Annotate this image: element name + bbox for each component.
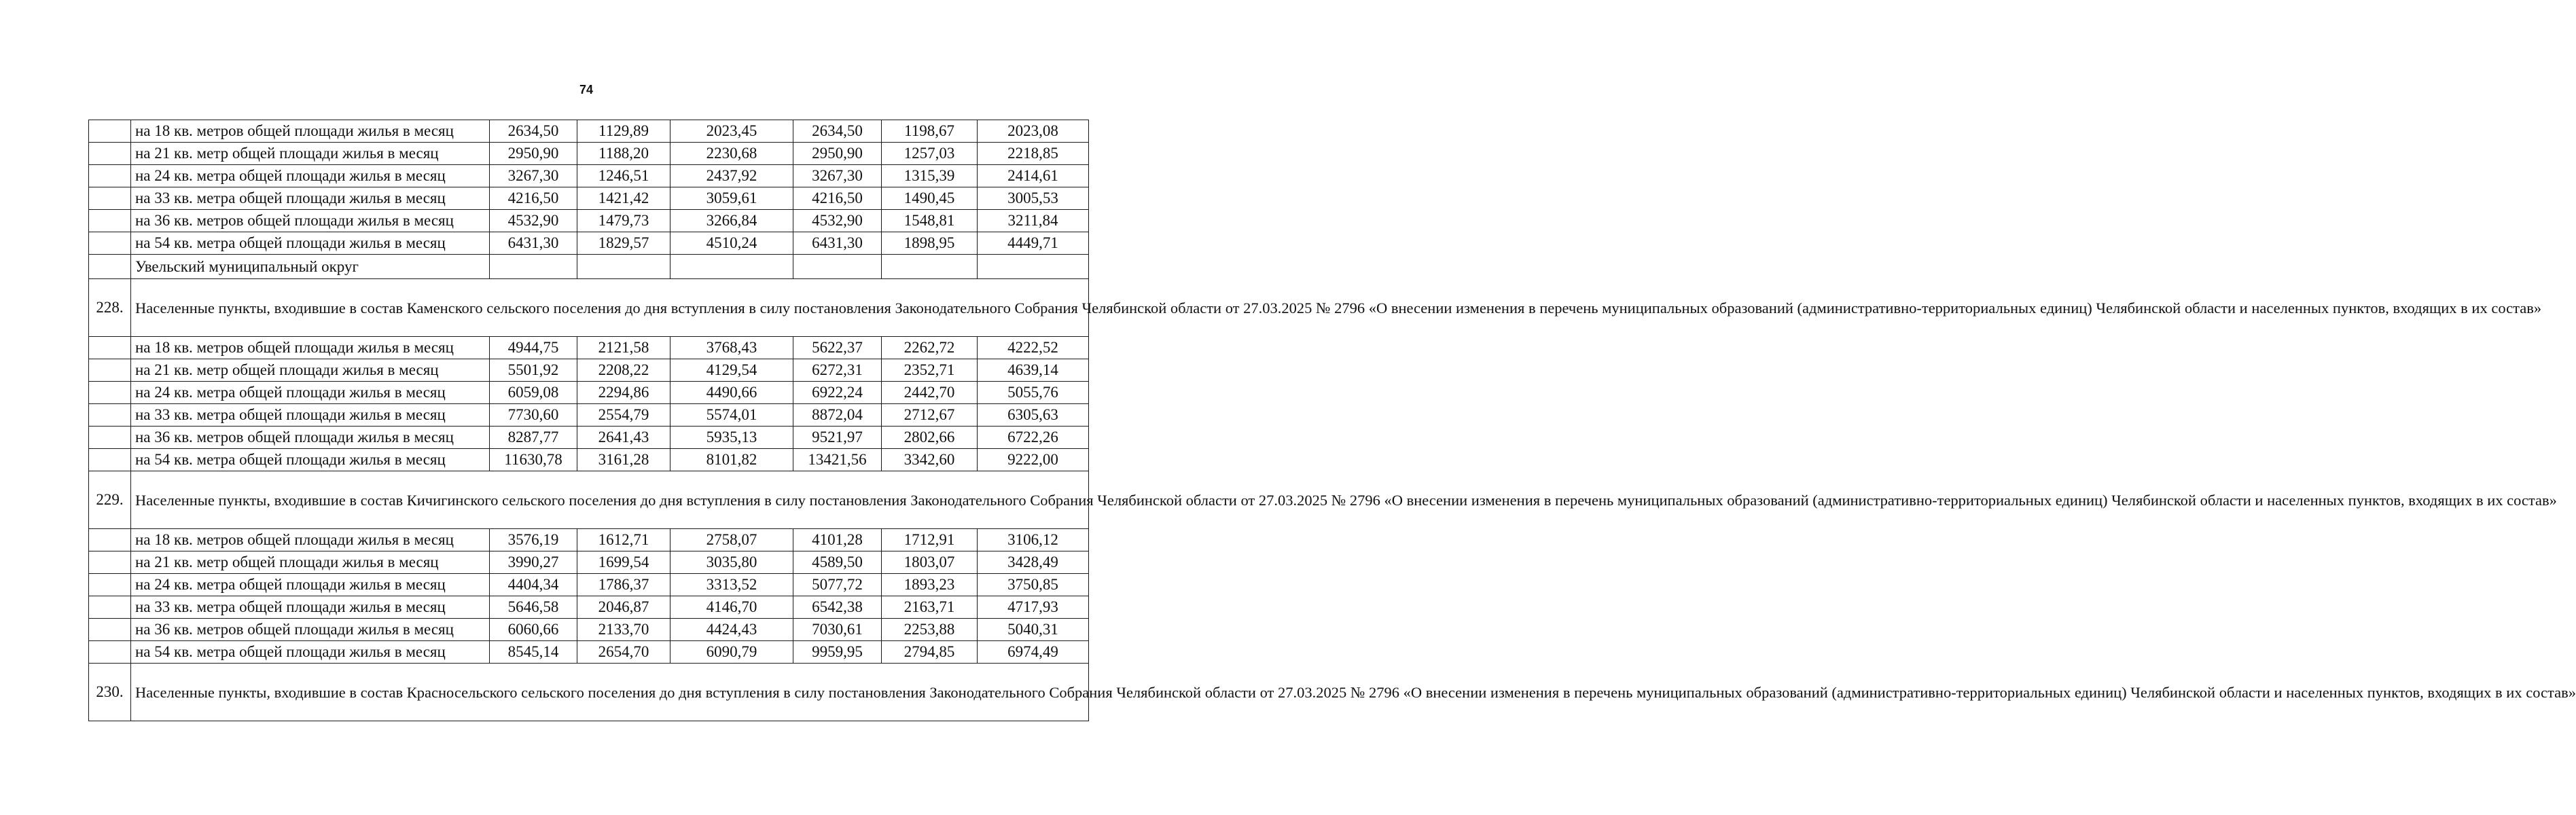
value-cell: 3211,84 [978,210,1089,232]
value-cell [577,255,670,279]
area-norm-label: на 33 кв. метра общей площади жилья в месяц [131,596,490,619]
value-cell: 2634,50 [793,120,882,143]
value-cell: 5622,37 [793,337,882,359]
value-cell: 11630,78 [490,449,577,471]
row-index-cell [89,529,131,551]
value-cell: 2554,79 [577,404,670,427]
table-row [89,120,1089,143]
value-cell: 2654,70 [577,641,670,664]
row-index-cell [89,641,131,664]
value-cell [978,255,1089,279]
value-cell: 2163,71 [882,596,978,619]
value-cell: 7730,60 [490,404,577,427]
row-index-cell [89,120,131,143]
value-cell: 2794,85 [882,641,978,664]
area-norm-label: на 18 кв. метров общей площади жилья в месяц [131,120,490,143]
value-cell: 4146,70 [670,596,793,619]
value-cell: 3106,12 [978,529,1089,551]
area-norm-label: на 21 кв. метр общей площади жилья в месяц [131,143,490,165]
value-cell: 6090,79 [670,641,793,664]
value-cell: 1699,54 [577,551,670,574]
section-description: Населенные пункты, входившие в состав Кичигинского сельского поселения до дня вступления в силу постановления Законодательного Собрания Челябинской области от 27.03.2025 № 2796 «О внесении изменения в перечень муниципальных образований (административно-территориальных единиц) Челябинской области и населенных пунктов, входящих в их состав» [131,471,1089,529]
value-cell: 6060,66 [490,619,577,641]
value-cell: 3035,80 [670,551,793,574]
area-norm-label: на 24 кв. метра общей площади жилья в месяц [131,165,490,187]
value-cell: 3768,43 [670,337,793,359]
row-index-cell [89,143,131,165]
value-cell: 1612,71 [577,529,670,551]
value-cell: 13421,56 [793,449,882,471]
value-cell: 6542,38 [793,596,882,619]
row-index-cell [89,404,131,427]
row-index-cell [89,255,131,279]
value-cell: 4639,14 [978,359,1089,382]
row-index-cell [89,619,131,641]
value-cell: 1829,57 [577,232,670,255]
value-cell: 6431,30 [490,232,577,255]
value-cell: 3005,53 [978,187,1089,210]
value-cell: 2121,58 [577,337,670,359]
value-cell: 2262,72 [882,337,978,359]
row-index-cell [89,382,131,404]
row-index-cell [89,165,131,187]
area-norm-label: на 21 кв. метр общей площади жилья в месяц [131,551,490,574]
value-cell [670,255,793,279]
value-cell: 4490,66 [670,382,793,404]
value-cell: 4532,90 [793,210,882,232]
value-cell: 9959,95 [793,641,882,664]
value-cell: 2641,43 [577,427,670,449]
area-norm-label: на 33 кв. метра общей площади жилья в месяц [131,187,490,210]
value-cell: 4589,50 [793,551,882,574]
value-cell [882,255,978,279]
value-cell: 3342,60 [882,449,978,471]
area-norm-label: на 24 кв. метра общей площади жилья в месяц [131,574,490,596]
row-index-cell [89,427,131,449]
value-cell: 6272,31 [793,359,882,382]
value-cell: 4216,50 [793,187,882,210]
area-norm-label: на 18 кв. метров общей площади жилья в месяц [131,337,490,359]
area-norm-label: на 21 кв. метр общей площади жилья в месяц [131,359,490,382]
value-cell: 2414,61 [978,165,1089,187]
value-cell: 9222,00 [978,449,1089,471]
value-cell: 3267,30 [490,165,577,187]
value-cell: 1803,07 [882,551,978,574]
value-cell: 5077,72 [793,574,882,596]
value-cell: 2442,70 [882,382,978,404]
table-row [89,359,1089,382]
value-cell: 2294,86 [577,382,670,404]
value-cell: 2023,45 [670,120,793,143]
value-cell: 2437,92 [670,165,793,187]
value-cell: 4717,93 [978,596,1089,619]
value-cell: 6722,26 [978,427,1089,449]
value-cell: 1246,51 [577,165,670,187]
value-cell: 1129,89 [577,120,670,143]
value-cell: 5040,31 [978,619,1089,641]
row-index-cell [89,210,131,232]
table-row [89,449,1089,471]
row-index-cell [89,551,131,574]
value-cell: 1188,20 [577,143,670,165]
value-cell: 1490,45 [882,187,978,210]
area-norm-label: на 54 кв. метра общей площади жилья в месяц [131,449,490,471]
value-cell: 6974,49 [978,641,1089,664]
table-row [89,404,1089,427]
value-cell: 1315,39 [882,165,978,187]
area-norm-label: на 36 кв. метров общей площади жилья в месяц [131,619,490,641]
section-row [89,471,1089,529]
value-cell: 3313,52 [670,574,793,596]
row-index-cell [89,449,131,471]
value-cell: 2023,08 [978,120,1089,143]
table-body [89,120,2576,721]
value-cell: 9521,97 [793,427,882,449]
value-cell: 2133,70 [577,619,670,641]
table-row [89,596,1089,619]
row-index-cell [89,232,131,255]
value-cell: 4404,34 [490,574,577,596]
value-cell: 8545,14 [490,641,577,664]
value-cell: 5574,01 [670,404,793,427]
value-cell: 1479,73 [577,210,670,232]
value-cell: 8287,77 [490,427,577,449]
table-row [89,551,1089,574]
area-norm-label: на 33 кв. метра общей площади жилья в месяц [131,404,490,427]
value-cell: 1893,23 [882,574,978,596]
value-cell: 1257,03 [882,143,978,165]
value-cell: 1712,91 [882,529,978,551]
value-cell: 1786,37 [577,574,670,596]
value-cell: 4101,28 [793,529,882,551]
table-row [89,210,1089,232]
value-cell: 2218,85 [978,143,1089,165]
value-cell: 1421,42 [577,187,670,210]
table-row [89,187,1089,210]
area-norm-label: на 36 кв. метров общей площади жилья в месяц [131,427,490,449]
value-cell: 4129,54 [670,359,793,382]
value-cell: 6305,63 [978,404,1089,427]
section-row [89,664,1089,721]
table-row [89,165,1089,187]
value-cell: 1198,67 [882,120,978,143]
table-row [89,232,1089,255]
value-cell: 8101,82 [670,449,793,471]
value-cell: 2208,22 [577,359,670,382]
value-cell: 4216,50 [490,187,577,210]
value-cell: 6059,08 [490,382,577,404]
value-cell: 3990,27 [490,551,577,574]
section-number: 228. [89,279,131,337]
table-row [89,574,1089,596]
value-cell: 3750,85 [978,574,1089,596]
table-row [89,382,1089,404]
value-cell: 4510,24 [670,232,793,255]
value-cell: 5646,58 [490,596,577,619]
value-cell: 1898,95 [882,232,978,255]
value-cell [793,255,882,279]
value-cell: 2352,71 [882,359,978,382]
value-cell: 5935,13 [670,427,793,449]
value-cell: 4222,52 [978,337,1089,359]
value-cell [490,255,577,279]
district-header-row [89,255,1089,279]
value-cell: 8872,04 [793,404,882,427]
value-cell: 5501,92 [490,359,577,382]
table-row [89,529,1089,551]
value-cell: 2230,68 [670,143,793,165]
value-cell: 2758,07 [670,529,793,551]
row-index-cell [89,574,131,596]
value-cell: 6431,30 [793,232,882,255]
row-index-cell [89,359,131,382]
section-number: 230. [89,664,131,721]
table-row [89,143,1089,165]
value-cell: 1548,81 [882,210,978,232]
area-norm-label: на 24 кв. метра общей площади жилья в месяц [131,382,490,404]
value-cell: 2802,66 [882,427,978,449]
row-index-cell [89,337,131,359]
value-cell: 2634,50 [490,120,577,143]
row-index-cell [89,596,131,619]
table-row [89,619,1089,641]
value-cell: 3428,49 [978,551,1089,574]
area-norm-label: на 54 кв. метра общей площади жилья в месяц [131,641,490,664]
value-cell: 4944,75 [490,337,577,359]
table-row [89,427,1089,449]
value-cell: 3161,28 [577,449,670,471]
area-norm-label: на 18 кв. метров общей площади жилья в месяц [131,529,490,551]
value-cell: 2950,90 [793,143,882,165]
section-description: Населенные пункты, входившие в состав Каменского сельского поселения до дня вступления в силу постановления Законодательного Собрания Челябинской области от 27.03.2025 № 2796 «О внесении изменения в перечень муниципальных образований (административно-территориальных единиц) Челябинской области и населенных пунктов, входящих в их состав» [131,279,1089,337]
row-index-cell [89,187,131,210]
section-number: 229. [89,471,131,529]
value-cell: 2046,87 [577,596,670,619]
section-description: Населенные пункты, входившие в состав Красносельского сельского поселения до дня вступления в силу постановления Законодательного Собрания Челябинской области от 27.03.2025 № 2796 «О внесении изменения в перечень муниципальных образований (административно-территориальных единиц) Челябинской области и населенных пунктов, входящих в их состав» [131,664,1089,721]
area-norm-label: на 36 кв. метров общей площади жилья в месяц [131,210,490,232]
value-cell: 3267,30 [793,165,882,187]
value-cell: 2950,90 [490,143,577,165]
page-number: 74 [579,83,594,96]
value-cell: 7030,61 [793,619,882,641]
value-cell: 4424,43 [670,619,793,641]
table-row [89,337,1089,359]
value-cell: 3059,61 [670,187,793,210]
section-row [89,279,1089,337]
value-cell: 2712,67 [882,404,978,427]
table-row [89,641,1089,664]
value-cell: 6922,24 [793,382,882,404]
value-cell: 3266,84 [670,210,793,232]
district-name: Увельский муниципальный округ [131,255,490,279]
tariff-table [88,120,2576,721]
value-cell: 3576,19 [490,529,577,551]
area-norm-label: на 54 кв. метра общей площади жилья в месяц [131,232,490,255]
value-cell: 4532,90 [490,210,577,232]
value-cell: 2253,88 [882,619,978,641]
value-cell: 5055,76 [978,382,1089,404]
value-cell: 4449,71 [978,232,1089,255]
